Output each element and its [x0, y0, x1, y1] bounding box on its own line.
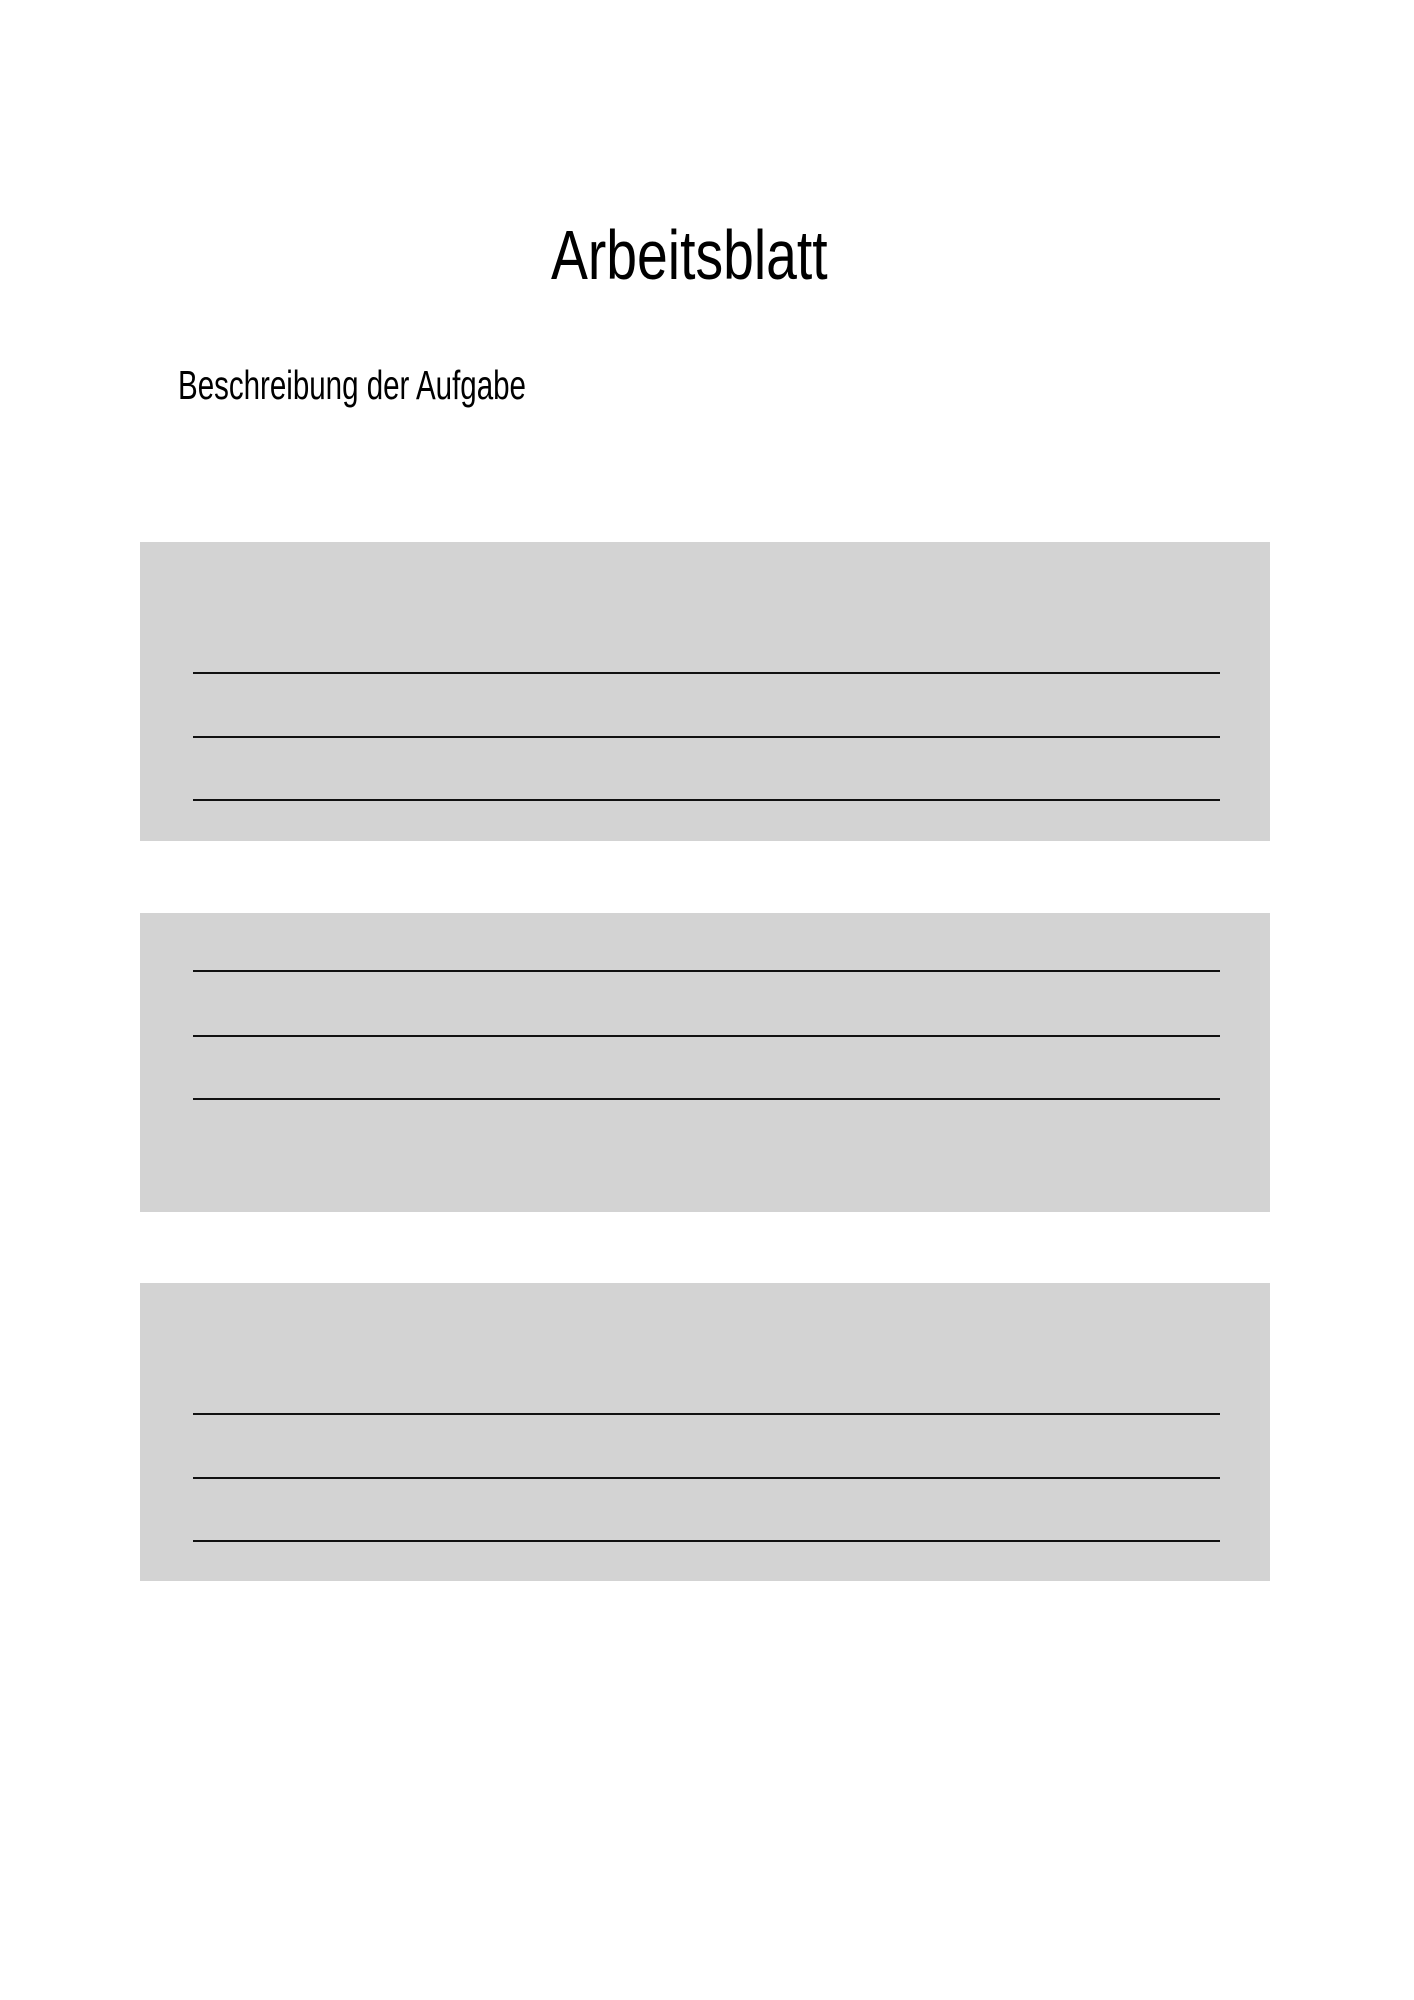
answer-box-3: [140, 1283, 1270, 1581]
writing-line: [193, 1035, 1220, 1037]
worksheet-title: Arbeitsblatt: [551, 216, 828, 294]
writing-line: [193, 799, 1220, 801]
writing-line: [193, 672, 1220, 674]
writing-line: [193, 1540, 1220, 1542]
answer-box-2: [140, 913, 1270, 1212]
writing-line: [193, 1477, 1220, 1479]
writing-line: [193, 736, 1220, 738]
answer-box-1: [140, 542, 1270, 841]
writing-line: [193, 1098, 1220, 1100]
writing-line: [193, 970, 1220, 972]
writing-line: [193, 1413, 1220, 1415]
task-description-label: Beschreibung der Aufgabe: [178, 362, 526, 408]
